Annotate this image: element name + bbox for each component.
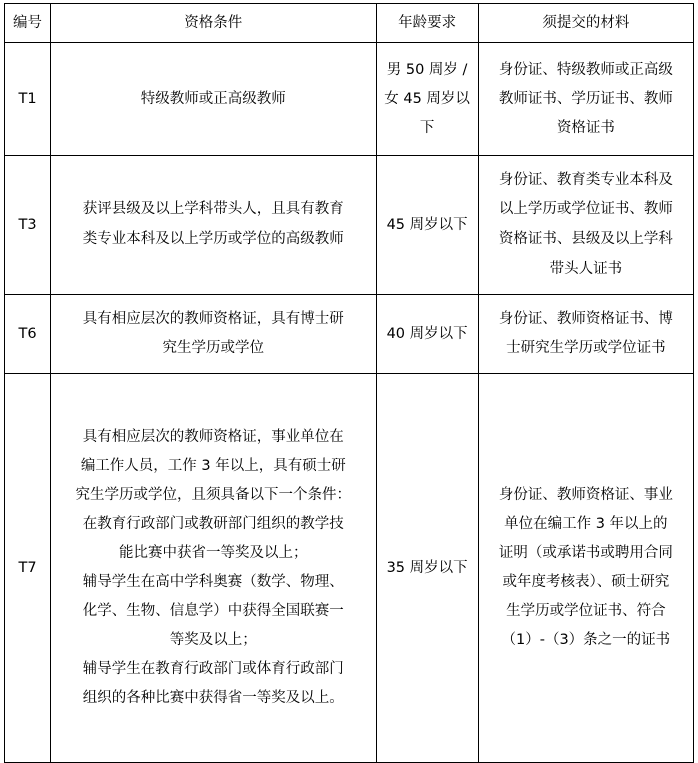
row-condition-t3 — [51, 156, 376, 295]
row-condition-t1 — [51, 43, 376, 156]
document-line: 身份证、教师资格证书、博 — [498, 311, 673, 327]
age-line: 40 周岁以下 — [386, 325, 468, 342]
document-line: 带头人证书 — [549, 260, 623, 277]
table-header — [5, 4, 694, 43]
condition-line: 在教育行政部门或教研部门组织的教学技 — [82, 516, 344, 532]
condition-line: 等奖及以上； — [169, 632, 257, 648]
document-line: 身份证、特级教师或正高级 — [498, 61, 673, 78]
age-line: 35 周岁以下 — [386, 559, 468, 576]
row-age-t3 — [376, 156, 478, 295]
row-documents-t3 — [478, 156, 693, 295]
row-id-t3: T3 — [5, 156, 51, 295]
age-line: 男 50 周岁 / — [386, 61, 468, 78]
table-row — [5, 43, 694, 156]
qualification-requirements-table — [4, 3, 694, 763]
row-age-t6 — [376, 295, 478, 374]
row-id-t1: T1 — [5, 43, 51, 156]
document-line: 单位在编工作 3 年以上的 — [504, 516, 668, 532]
condition-line: 能比赛中获省一等奖及以上； — [119, 545, 308, 561]
row-documents-t7 — [478, 374, 693, 763]
age-line: 下 — [419, 119, 435, 136]
document-line: 身份证、教师资格证、事业 — [498, 487, 673, 503]
condition-line: 具有相应层次的教师资格证，事业单位在 — [82, 429, 344, 445]
table-row — [5, 156, 694, 295]
condition-line: 究生学历或学位，且须具备以下一个条件： — [75, 487, 352, 503]
table-body — [5, 43, 694, 763]
document-line: 资格证书 — [556, 119, 615, 136]
document-line: （1）-（3）条之一的证书 — [501, 632, 671, 648]
condition-line: 究生学历或学位 — [162, 340, 265, 356]
age-line: 女 45 周岁以 — [384, 90, 470, 107]
table-header-row — [5, 4, 694, 43]
document-line: 资格证书、县级及以上学科 — [498, 231, 673, 247]
row-documents-t6 — [478, 295, 693, 374]
row-condition-t6 — [51, 295, 376, 374]
document-line: 生学历或学位证书、符合 — [506, 603, 666, 619]
row-age-t1 — [376, 43, 478, 156]
document-line: 证明（或承诺书或聘用合同 — [498, 545, 673, 561]
condition-line: 化学、生物、信息学）中获得全国联赛一 — [82, 603, 344, 619]
row-id-t6: T6 — [5, 295, 51, 374]
document-line: 或年度考核表）、硕士研究 — [502, 574, 670, 590]
condition-line: 具有相应层次的教师资格证，具有博士研 — [82, 311, 344, 327]
column-header-condition: 资格条件 — [51, 4, 376, 43]
row-documents-t1 — [478, 43, 693, 156]
condition-line: 编工作人员，工作 3 年以上，具有硕士研 — [80, 458, 346, 474]
document-line: 以上学历或学位证书、教师 — [498, 201, 673, 218]
table-row — [5, 374, 694, 763]
row-condition-t7 — [51, 374, 376, 763]
row-id-t7: T7 — [5, 374, 51, 763]
column-header-documents: 须提交的材料 — [478, 4, 693, 43]
condition-line: 获评县级及以上学科带头人，且具有教育 — [82, 201, 344, 218]
age-line: 45 周岁以下 — [386, 216, 468, 233]
condition-line: 辅导学生在高中学科奥赛（数学、物理、 — [82, 574, 344, 590]
condition-line: 组织的各种比赛中获得省一等奖及以上。 — [82, 690, 344, 706]
table-row — [5, 295, 694, 374]
document-line: 身份证、教育类专业本科及 — [498, 171, 673, 188]
column-header-id: 编号 — [5, 4, 51, 43]
document-line: 教师证书、学历证书、教师 — [498, 90, 673, 107]
document-line: 士研究生学历或学位证书 — [506, 340, 666, 356]
condition-line: 类专业本科及以上学历或学位的高级教师 — [82, 231, 344, 247]
row-age-t7 — [376, 374, 478, 763]
condition-line: 辅导学生在教育行政部门或体育行政部门 — [82, 661, 344, 677]
column-header-age: 年龄要求 — [376, 4, 478, 43]
condition-line: 特级教师或正高级教师 — [140, 90, 286, 107]
